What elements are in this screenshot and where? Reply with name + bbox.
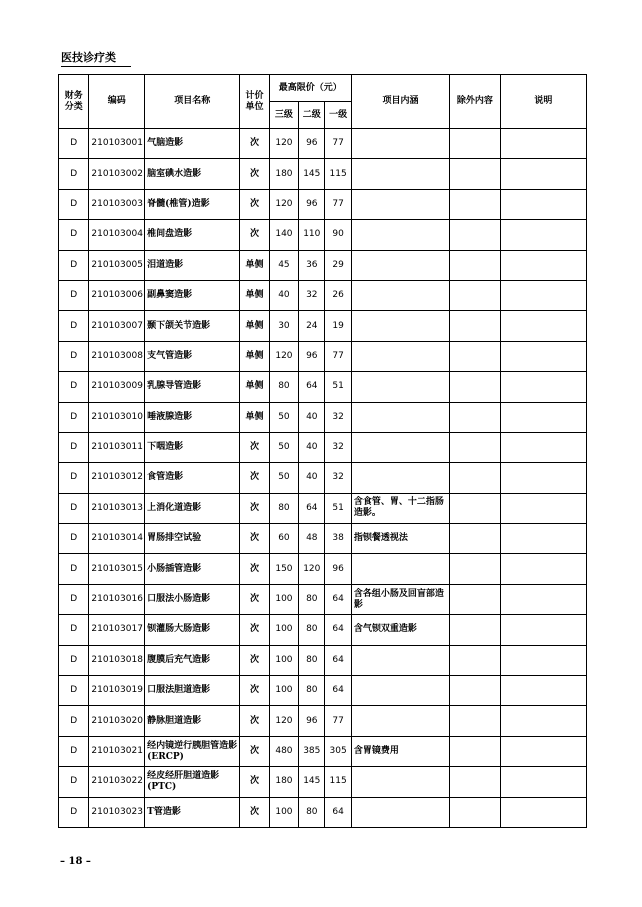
row-name: 静脉胆道造影: [145, 706, 240, 736]
row-category: D: [59, 584, 89, 614]
row-price-level1: 19: [325, 311, 351, 341]
header-level1: 一级: [325, 102, 351, 129]
row-price-level3: 60: [269, 524, 298, 554]
row-price-level3: 100: [269, 615, 298, 645]
row-code: 210103007: [89, 311, 145, 341]
row-category: D: [59, 676, 89, 706]
row-unit: 单侧: [240, 372, 269, 402]
row-price-level3: 100: [269, 797, 298, 827]
row-price-level2: 48: [299, 524, 325, 554]
row-price-level1: 115: [325, 767, 351, 797]
header-name: 项目名称: [145, 75, 240, 129]
row-price-level3: 40: [269, 280, 298, 310]
table-row: [59, 493, 587, 523]
row-notes: [500, 676, 586, 706]
table-row: [59, 311, 587, 341]
row-excluded: [450, 463, 501, 493]
row-name: 下咽造影: [145, 432, 240, 462]
row-name: 上消化道造影: [145, 493, 240, 523]
row-code: 210103014: [89, 524, 145, 554]
table-row: [59, 159, 587, 189]
row-price-level1: 26: [325, 280, 351, 310]
row-excluded: [450, 280, 501, 310]
row-excluded: [450, 797, 501, 827]
row-price-level1: 32: [325, 463, 351, 493]
row-category: D: [59, 250, 89, 280]
row-notes: [500, 159, 586, 189]
header-max-price: 最高限价（元）: [269, 75, 351, 102]
row-content: [351, 250, 449, 280]
row-price-level1: 51: [325, 372, 351, 402]
row-content: [351, 311, 449, 341]
row-excluded: [450, 311, 501, 341]
page-number: – 18 –: [60, 856, 91, 867]
row-price-level2: 110: [299, 220, 325, 250]
row-name: 椎间盘造影: [145, 220, 240, 250]
row-category: D: [59, 220, 89, 250]
row-unit: 次: [240, 159, 269, 189]
row-name: 经内镜逆行胰胆管造影(ERCP): [145, 736, 240, 766]
row-name: 脊髓(椎管)造影: [145, 189, 240, 219]
header-level2: 二级: [299, 102, 325, 129]
row-price-level2: 80: [299, 615, 325, 645]
row-excluded: [450, 524, 501, 554]
row-notes: [500, 432, 586, 462]
row-unit: 次: [240, 615, 269, 645]
row-code: 210103012: [89, 463, 145, 493]
row-price-level3: 80: [269, 372, 298, 402]
row-price-level3: 120: [269, 189, 298, 219]
row-excluded: [450, 341, 501, 371]
row-code: 210103015: [89, 554, 145, 584]
row-category: D: [59, 524, 89, 554]
row-name: 食管造影: [145, 463, 240, 493]
row-price-level2: 80: [299, 645, 325, 675]
row-notes: [500, 463, 586, 493]
row-price-level1: 77: [325, 706, 351, 736]
fee-table-body: [59, 129, 587, 828]
row-category: D: [59, 736, 89, 766]
row-code: 210103020: [89, 706, 145, 736]
row-excluded: [450, 767, 501, 797]
row-content: 指钡餐透视法: [351, 524, 449, 554]
row-code: 210103021: [89, 736, 145, 766]
header-level3: 三级: [269, 102, 298, 129]
row-notes: [500, 311, 586, 341]
row-price-level2: 120: [299, 554, 325, 584]
row-unit: 次: [240, 189, 269, 219]
row-price-level3: 120: [269, 706, 298, 736]
row-price-level1: 96: [325, 554, 351, 584]
row-price-level3: 100: [269, 676, 298, 706]
row-price-level3: 50: [269, 463, 298, 493]
row-price-level2: 64: [299, 493, 325, 523]
row-code: 210103017: [89, 615, 145, 645]
row-unit: 次: [240, 797, 269, 827]
row-content: [351, 645, 449, 675]
table-row: [59, 797, 587, 827]
table-row: [59, 432, 587, 462]
row-name: 副鼻窦造影: [145, 280, 240, 310]
row-price-level2: 145: [299, 159, 325, 189]
row-unit: 单侧: [240, 250, 269, 280]
row-name: 气脑造影: [145, 129, 240, 159]
row-unit: 次: [240, 584, 269, 614]
row-notes: [500, 797, 586, 827]
row-notes: [500, 402, 586, 432]
row-price-level3: 480: [269, 736, 298, 766]
row-code: 210103016: [89, 584, 145, 614]
row-price-level2: 80: [299, 584, 325, 614]
table-row: [59, 676, 587, 706]
row-price-level3: 140: [269, 220, 298, 250]
row-price-level1: 32: [325, 402, 351, 432]
row-unit: 次: [240, 706, 269, 736]
table-row: [59, 280, 587, 310]
row-unit: 次: [240, 432, 269, 462]
row-content: [351, 432, 449, 462]
row-price-level1: 64: [325, 615, 351, 645]
row-code: 210103004: [89, 220, 145, 250]
row-content: [351, 159, 449, 189]
row-content: 含各组小肠及回盲部造影: [351, 584, 449, 614]
row-price-level2: 40: [299, 463, 325, 493]
row-price-level1: 77: [325, 189, 351, 219]
row-price-level2: 145: [299, 767, 325, 797]
row-unit: 次: [240, 554, 269, 584]
row-name: 唾液腺造影: [145, 402, 240, 432]
row-price-level3: 50: [269, 402, 298, 432]
row-code: 210103009: [89, 372, 145, 402]
row-excluded: [450, 706, 501, 736]
row-content: [351, 676, 449, 706]
table-row: [59, 524, 587, 554]
row-excluded: [450, 250, 501, 280]
row-unit: 次: [240, 645, 269, 675]
row-name: 腹膜后充气造影: [145, 645, 240, 675]
table-row: [59, 463, 587, 493]
row-price-level1: 64: [325, 676, 351, 706]
row-excluded: [450, 189, 501, 219]
row-code: 210103003: [89, 189, 145, 219]
row-price-level2: 96: [299, 129, 325, 159]
row-price-level3: 50: [269, 432, 298, 462]
row-code: 210103022: [89, 767, 145, 797]
row-content: [351, 554, 449, 584]
row-unit: 次: [240, 463, 269, 493]
table-row: [59, 220, 587, 250]
row-content: [351, 402, 449, 432]
row-excluded: [450, 554, 501, 584]
row-price-level3: 100: [269, 645, 298, 675]
row-code: 210103005: [89, 250, 145, 280]
row-name: 泪道造影: [145, 250, 240, 280]
row-notes: [500, 767, 586, 797]
row-category: D: [59, 706, 89, 736]
row-price-level2: 64: [299, 372, 325, 402]
row-price-level2: 96: [299, 189, 325, 219]
row-excluded: [450, 129, 501, 159]
row-price-level3: 80: [269, 493, 298, 523]
table-row: [59, 372, 587, 402]
row-name: 乳腺导管造影: [145, 372, 240, 402]
row-category: D: [59, 402, 89, 432]
row-category: D: [59, 615, 89, 645]
row-category: D: [59, 311, 89, 341]
row-notes: [500, 341, 586, 371]
row-excluded: [450, 676, 501, 706]
row-notes: [500, 645, 586, 675]
row-price-level1: 90: [325, 220, 351, 250]
header-code: 编码: [89, 75, 145, 129]
row-code: 210103019: [89, 676, 145, 706]
row-notes: [500, 584, 586, 614]
row-price-level1: 38: [325, 524, 351, 554]
row-price-level2: 32: [299, 280, 325, 310]
row-category: D: [59, 129, 89, 159]
row-name: 口服法小肠造影: [145, 584, 240, 614]
row-code: 210103001: [89, 129, 145, 159]
row-unit: 单侧: [240, 280, 269, 310]
header-content: 项目内涵: [351, 75, 449, 129]
row-unit: 次: [240, 220, 269, 250]
row-code: 210103006: [89, 280, 145, 310]
row-category: D: [59, 767, 89, 797]
row-content: [351, 463, 449, 493]
row-price-level2: 36: [299, 250, 325, 280]
table-row: [59, 645, 587, 675]
row-excluded: [450, 736, 501, 766]
row-price-level1: 77: [325, 129, 351, 159]
row-unit: 次: [240, 676, 269, 706]
row-unit: 次: [240, 493, 269, 523]
table-row: [59, 189, 587, 219]
row-unit: 次: [240, 524, 269, 554]
row-code: 210103011: [89, 432, 145, 462]
row-code: 210103008: [89, 341, 145, 371]
row-price-level3: 180: [269, 159, 298, 189]
row-name: 小肠插管造影: [145, 554, 240, 584]
row-price-level2: 80: [299, 797, 325, 827]
row-unit: 次: [240, 736, 269, 766]
row-unit: 次: [240, 767, 269, 797]
header-excluded: 除外内容: [450, 75, 501, 129]
row-price-level1: 64: [325, 584, 351, 614]
row-name: 支气管造影: [145, 341, 240, 371]
row-price-level2: 80: [299, 676, 325, 706]
section-title: 医技诊疗类: [61, 49, 131, 67]
row-notes: [500, 554, 586, 584]
row-notes: [500, 706, 586, 736]
row-price-level3: 150: [269, 554, 298, 584]
row-price-level1: 64: [325, 645, 351, 675]
row-name: 颞下颌关节造影: [145, 311, 240, 341]
row-notes: [500, 615, 586, 645]
row-price-level3: 30: [269, 311, 298, 341]
row-notes: [500, 129, 586, 159]
row-price-level2: 96: [299, 706, 325, 736]
row-code: 210103018: [89, 645, 145, 675]
row-notes: [500, 220, 586, 250]
row-unit: 次: [240, 129, 269, 159]
row-price-level3: 120: [269, 129, 298, 159]
row-excluded: [450, 584, 501, 614]
row-excluded: [450, 402, 501, 432]
row-category: D: [59, 645, 89, 675]
row-excluded: [450, 432, 501, 462]
header-unit: 计价单位: [240, 75, 269, 129]
row-price-level1: 32: [325, 432, 351, 462]
row-content: [351, 372, 449, 402]
row-notes: [500, 524, 586, 554]
row-price-level3: 45: [269, 250, 298, 280]
table-row: [59, 767, 587, 797]
row-category: D: [59, 493, 89, 523]
row-category: D: [59, 463, 89, 493]
row-price-level2: 40: [299, 432, 325, 462]
row-unit: 单侧: [240, 341, 269, 371]
table-row: [59, 736, 587, 766]
row-category: D: [59, 432, 89, 462]
table-row: [59, 706, 587, 736]
row-price-level1: 51: [325, 493, 351, 523]
row-category: D: [59, 341, 89, 371]
row-excluded: [450, 159, 501, 189]
row-name: T管造影: [145, 797, 240, 827]
row-name: 胃肠排空试验: [145, 524, 240, 554]
row-name: 钡灌肠大肠造影: [145, 615, 240, 645]
row-content: [351, 129, 449, 159]
row-name: 经皮经肝胆道造影(PTC): [145, 767, 240, 797]
row-price-level1: 77: [325, 341, 351, 371]
row-price-level2: 24: [299, 311, 325, 341]
row-excluded: [450, 220, 501, 250]
row-price-level1: 305: [325, 736, 351, 766]
row-content: [351, 341, 449, 371]
table-row: [59, 584, 587, 614]
header-category: 财务分类: [59, 75, 89, 129]
fee-table: [58, 74, 587, 828]
row-price-level1: 115: [325, 159, 351, 189]
row-price-level1: 64: [325, 797, 351, 827]
row-code: 210103023: [89, 797, 145, 827]
row-category: D: [59, 280, 89, 310]
row-category: D: [59, 159, 89, 189]
row-content: [351, 767, 449, 797]
row-excluded: [450, 372, 501, 402]
row-content: 含食管、胃、十二指肠造影。: [351, 493, 449, 523]
row-price-level3: 100: [269, 584, 298, 614]
row-category: D: [59, 797, 89, 827]
row-price-level3: 180: [269, 767, 298, 797]
row-content: [351, 220, 449, 250]
row-name: 口服法胆道造影: [145, 676, 240, 706]
row-content: 含气钡双重造影: [351, 615, 449, 645]
row-notes: [500, 372, 586, 402]
row-category: D: [59, 189, 89, 219]
row-excluded: [450, 615, 501, 645]
row-content: [351, 189, 449, 219]
row-content: 含胃镜费用: [351, 736, 449, 766]
row-excluded: [450, 493, 501, 523]
row-price-level2: 40: [299, 402, 325, 432]
row-category: D: [59, 372, 89, 402]
header-notes: 说明: [500, 75, 586, 129]
row-price-level1: 29: [325, 250, 351, 280]
row-name: 脑室碘水造影: [145, 159, 240, 189]
row-code: 210103010: [89, 402, 145, 432]
row-code: 210103013: [89, 493, 145, 523]
row-content: [351, 280, 449, 310]
table-row: [59, 341, 587, 371]
row-notes: [500, 736, 586, 766]
row-notes: [500, 189, 586, 219]
row-excluded: [450, 645, 501, 675]
row-notes: [500, 250, 586, 280]
table-row: [59, 402, 587, 432]
row-notes: [500, 280, 586, 310]
row-category: D: [59, 554, 89, 584]
table-row: [59, 250, 587, 280]
table-row: [59, 554, 587, 584]
row-content: [351, 797, 449, 827]
row-content: [351, 706, 449, 736]
row-unit: 单侧: [240, 402, 269, 432]
row-unit: 单侧: [240, 311, 269, 341]
row-notes: [500, 493, 586, 523]
table-row: [59, 129, 587, 159]
row-price-level2: 385: [299, 736, 325, 766]
row-price-level3: 120: [269, 341, 298, 371]
table-row: [59, 615, 587, 645]
row-code: 210103002: [89, 159, 145, 189]
row-price-level2: 96: [299, 341, 325, 371]
